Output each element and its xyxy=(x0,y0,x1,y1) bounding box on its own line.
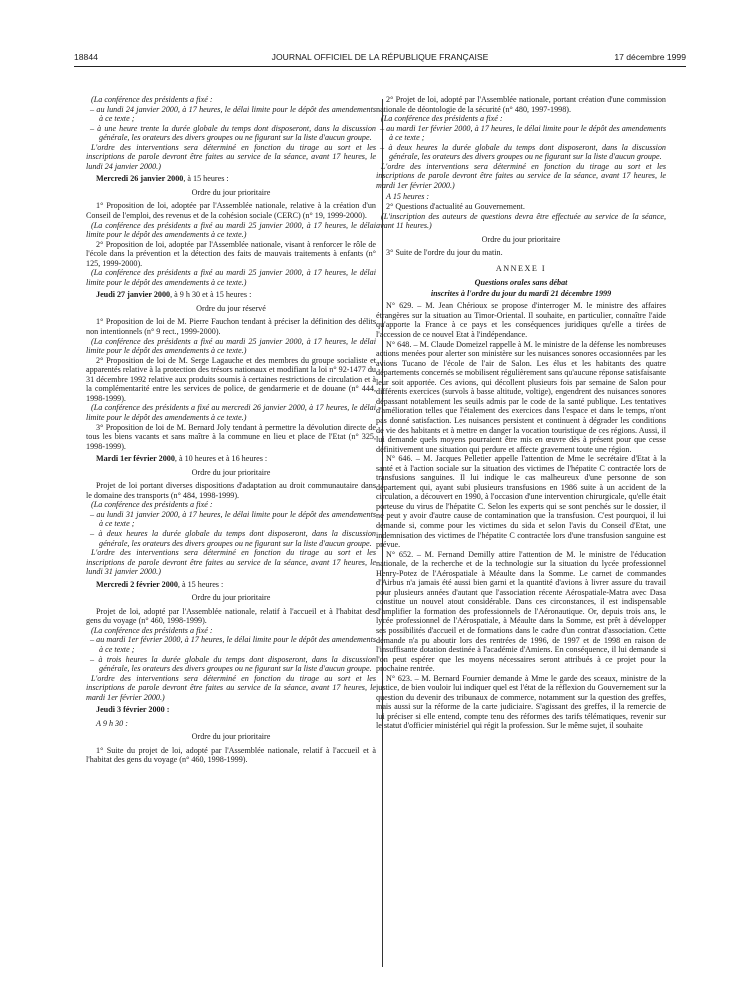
conference-item: – au mardi 1er février 2000, à 17 heures, le délai limite pour le dépôt des amendements à ce texte ; xyxy=(380,123,666,143)
conference-note: (La conférence des présidents a fixé au mardi 25 janvier 2000, à 17 heures, le délai limite pour le dépôt des amendements à ce texte.) xyxy=(86,336,376,356)
sitting-date xyxy=(86,454,376,464)
left-column xyxy=(86,95,376,975)
conference-item: – à deux heures la durée globale du temps dont disposeront, dans la discussion générale, les orateurs des divers groupes ou ne figurant sur la liste d'aucun groupe. xyxy=(380,142,666,162)
agenda-item: 1° Proposition de loi de M. Pierre Fauchon tendant à préciser la définition des délits non intentionnels (n° 9 rect., 1999-2000). xyxy=(86,317,376,337)
sitting-day: Jeudi 3 février 2000 : xyxy=(96,705,170,715)
sitting-date xyxy=(86,705,376,715)
agenda-item: 3° Suite de l'ordre du jour du matin. xyxy=(386,248,503,258)
agenda-heading: Ordre du jour prioritaire xyxy=(191,467,271,477)
conference-note: (L'inscription des auteurs de questions devra être effectuée au service de la séance, avant 11 heures.) xyxy=(376,211,666,231)
agenda-heading: Ordre du jour prioritaire xyxy=(191,732,271,742)
page-header xyxy=(74,52,686,66)
sitting-time: , à 15 heures : xyxy=(177,579,224,589)
issue-date: 17 décembre 1999 xyxy=(614,52,686,62)
oral-question: N° 652. – M. Fernand Demilly attire l'attention de M. le ministre de l'éducation nationale, de la recherche et de la technologie sur la situation du lycée professionnel Henry-Potez de l'Aérospatiale à Méaulte dans la Somme. Le carnet de commandes d'Airbus n'a jamais été aussi bien garni et la quantité d'avions à livrer assure du travail pour plusieurs années d'autant que l'association récente Aérospatiale-Matra avec Dasa constitue un nouvel atout considérable. Dans ces circonstances, il est indispensable d'amplifier la formation des professionnels de l'Aéronautique. Or, depuis trois ans, le lycée professionnel de l'Aérospatiale, à Méaulte dans la Somme, est prêt à développer ses possibilités d'accueil et de formations dans le cadre d'un contrat d'association. Cette demande n'a pu aboutir lors des rentrées de 1996, de 1997 et de 1998 en raison de l'insuffisante dotation destinée à l'académie d'Amiens. En conséquence, il lui demande si l'on peut espérer que les moyens nécessaires seront attribués à ce projet pour la prochaine rentrée. xyxy=(376,549,666,674)
sitting-time: , à 9 h 30 et à 15 heures : xyxy=(170,290,252,300)
conference-note: (La conférence des présidents a fixé : xyxy=(91,500,213,510)
conference-note: L'ordre des interventions sera déterminé en fonction du tirage au sort et les inscriptions de parole devront être faites au service de la séance, avant 17 heures, le mardi 1er février 2000.) xyxy=(376,161,666,190)
sitting-date xyxy=(86,580,376,590)
agenda-item: 3° Proposition de loi de M. Bernard Joly tendant à permettre la dévolution directe de tous les biens vacants et sans maître à la commune en lieu et place de l'Etat (n° 325, 1998-1999). xyxy=(86,422,376,451)
conference-note: (La conférence des présidents a fixé au mardi 25 janvier 2000, à 17 heures, le délai limite pour le dépôt des amendements à ce texte.) xyxy=(86,268,376,287)
conference-note: (La conférence des présidents a fixé au mercredi 26 janvier 2000, à 17 heures, le délai limite pour le dépôt des amendements à ce texte.) xyxy=(86,403,376,422)
sitting-day: Mardi 1er février 2000 xyxy=(96,454,175,464)
agenda-item: 2° Projet de loi, adopté par l'Assemblée nationale, portant création d'une commission nationale de déontologie de la sécurité (n° 480, 1997-1998). xyxy=(376,95,666,114)
conference-item: – à deux heures la durée globale du temps dont disposeront, dans la discussion générale, les orateurs des divers groupes ou ne figurant sur la liste d'aucun groupe. xyxy=(90,528,376,548)
sitting-time: , à 15 heures : xyxy=(183,174,229,184)
conference-note: (La conférence des présidents a fixé : xyxy=(91,625,213,635)
conference-item: – au lundi 24 janvier 2000, à 17 heures, le délai limite pour le dépôt des amendements à ce texte ; xyxy=(90,104,376,124)
oral-question: N° 648. – M. Claude Domeizel rappelle à M. le ministre de la défense les nombreuses actions menées pour alerter son ministère sur les nuisances sonores occasionnées par les avions Tucano de l'école de l'air de Salon. Les élus et les habitants des quatre départements concernés se mobilisent régulièrement sans qu'aucune réponse satisfaisante leur soit apportée. Ces avions, qui décollent plusieurs fois par semaine de Salon pour différents exercices (survols à basse altitude, voltige), engendrent des nuisances sonores dépassant notablement les seuils admis par le code de la santé publique. Les tentatives d'amélioration telles que l'étalement des exercices dans l'espace et dans le temps, n'ont pas donné satisfaction. Les nuisances persistent et continuent à dégrader les conditions de vie des habitants et à mettre en danger la vocation touristique de ces régions. Aussi, il lui demande quels moyens pourraient être mis en œuvre dès à présent pour que cesse définitivement une situation qui perdure et affecte gravement toute une région. xyxy=(376,339,666,454)
conference-note: L'ordre des interventions sera déterminé en fonction du tirage au sort et les inscriptions de parole devront être faites au service de la séance, avant 17 heures, le lundi 31 janvier 2000.) xyxy=(86,548,376,577)
sitting-date xyxy=(86,290,376,300)
agenda-item: 2° Questions d'actualité au Gouvernement. xyxy=(386,202,525,212)
journal-title: JOURNAL OFFICIEL DE LA RÉPUBLIQUE FRANÇAISE xyxy=(271,52,489,62)
agenda-item: 1° Proposition de loi, adoptée par l'Assemblée nationale, relative à la création d'un Conseil de l'emploi, des revenus et de la cohésion sociale (CERC) (n° 19, 1999-2000). xyxy=(86,201,376,221)
annex-subtitle: inscrites à l'ordre du jour du mardi 21 décembre 1999 xyxy=(430,288,612,298)
annex-title: ANNEXE I xyxy=(495,263,547,273)
conference-note: (La conférence des présidents a fixé : xyxy=(381,114,503,124)
oral-question: N° 629. – M. Jean Chérioux se propose d'interroger M. le ministre des affaires étrangères sur la situation au Timor-Oriental. Il souhaite, en particulier, connaître l'aide qu'apporte la France à ce pays et les conséquences juridiques qu'elle a tirées de l'accession de ce nouvel Etat à l'indépendance. xyxy=(376,301,666,340)
conference-item: – au mardi 1er février 2000, à 17 heures, le délai limite pour le dépôt des amendements à ce texte ; xyxy=(90,635,376,654)
agenda-item: 2° Proposition de loi, adoptée par l'Assemblée nationale, visant à renforcer le rôle de l'école dans la prévention et la détection des faits de mauvais traitements à enfants (n° 125, 1999-2000). xyxy=(86,239,376,268)
conference-item: – à une heure trente la durée globale du temps dont disposeront, dans la discussion générale, les orateurs des divers groupes ou ne figurant sur la liste d'aucun groupe. xyxy=(90,123,376,143)
agenda-item: 2° Proposition de loi de M. Serge Lagauche et des membres du groupe socialiste et apparentés relative à la protection des trésors nationaux et modifiant la loi n° 92-1477 du 31 décembre 1992 relative aux produits soumis à certaines restrictions de circulation et à la complémentarité entre les services de police, de gendarmerie et de douane (n° 444, 1998-1999). xyxy=(86,355,376,403)
annex-subtitle: Questions orales sans débat xyxy=(474,278,568,288)
sitting-date xyxy=(86,174,376,184)
conference-item: – à trois heures la durée globale du temps dont disposeront, dans la discussion générale, les orateurs des divers groupes ou ne figurant sur la liste d'aucun groupe. xyxy=(90,654,376,674)
agenda-item: Projet de loi, adopté par l'Assemblée nationale, relatif à l'accueil et à l'habitat des gens du voyage (n° 460, 1998-1999). xyxy=(86,606,376,626)
agenda-heading: Ordre du jour réservé xyxy=(196,303,266,313)
agenda-item: 1° Suite du projet de loi, adopté par l'Assemblée nationale, relatif à l'accueil et à l'habitat des gens du voyage (n° 460, 1998-1999). xyxy=(86,745,376,765)
oral-question: N° 623. – M. Bernard Fournier demande à Mme le garde des sceaux, ministre de la justice, de bien vouloir lui indiquer quel est l'état de la réflexion du Gouvernement sur la question du devenir des tribunaux de commerce, notamment sur la question des greffes, mais aussi sur la réforme de la carte judiciaire. S'agissant des greffes, il la remercie de lui préciser si elle entend, compte tenu des réformes des tarifs télématiques, revenir sur le statut d'officier ministériel qui régit la profession. Sur le même sujet, il souhaite xyxy=(376,673,666,731)
oral-question: N° 646. – M. Jacques Pelletier appelle l'attention de Mme le secrétaire d'Etat à la santé et à l'action sociale sur la situation des victimes de l'hépatite C contractée lors de transfusions sanguines. Il lui indique le cas malheureux d'une personne de son département qui, ayant subi plusieurs transfusions en 1986 suite à un accident de la circulation, a découvert en 1990, à l'occasion d'une intervention chirurgicale, qu'elle était porteuse du virus de l'hépatite C. Selon les experts qui se sont penchés sur le dossier, il ne peut y avoir d'autre cause de contamination que la transfusion. C'est pourquoi, il lui demande si, comme pour les victimes du sida et selon l'avis du Conseil d'Etat, une indemnisation des victimes de l'hépatite C contractée lors d'une transfusion sanguine est prévue. xyxy=(376,454,666,550)
conference-note: (La conférence des présidents a fixé au mardi 25 janvier 2000, à 17 heures, le délai limite pour le dépôt des amendements à ce texte.) xyxy=(86,220,376,240)
sitting-day: Mercredi 2 février 2000 xyxy=(96,579,178,589)
sitting-time: A 9 h 30 : xyxy=(96,718,128,728)
right-column xyxy=(376,95,666,975)
page-number: 18844 xyxy=(74,52,98,62)
agenda-item: Projet de loi portant diverses dispositions d'adaptation au droit communautaire dans le domaine des transports (n° 484, 1998-1999). xyxy=(86,481,376,500)
sitting-time: , à 10 heures et à 16 heures : xyxy=(174,454,268,464)
conference-note: L'ordre des interventions sera déterminé en fonction du tirage au sort et les inscriptions de parole devront être faites au service de la séance, avant 17 heures, le mardi 1er février 2000.) xyxy=(86,673,376,702)
agenda-heading: Ordre du jour prioritaire xyxy=(481,234,561,244)
sitting-day: Jeudi 27 janvier 2000 xyxy=(96,290,171,300)
sitting-time: A 15 heures : xyxy=(386,192,430,202)
agenda-heading: Ordre du jour prioritaire xyxy=(191,593,271,603)
conference-note: (La conférence des présidents a fixé : xyxy=(91,95,213,104)
conference-note: L'ordre des interventions sera déterminé en fonction du tirage au sort et les inscriptions de parole devront être faites au service de la séance, avant 17 heures, le lundi 24 janvier 2000.) xyxy=(86,142,376,171)
conference-item: – au lundi 31 janvier 2000, à 17 heures, le délai limite pour le dépôt des amendements à ce texte ; xyxy=(90,509,376,529)
sitting-day: Mercredi 26 janvier 2000 xyxy=(96,174,184,184)
agenda-heading: Ordre du jour prioritaire xyxy=(191,187,271,197)
header-rule xyxy=(74,66,686,67)
